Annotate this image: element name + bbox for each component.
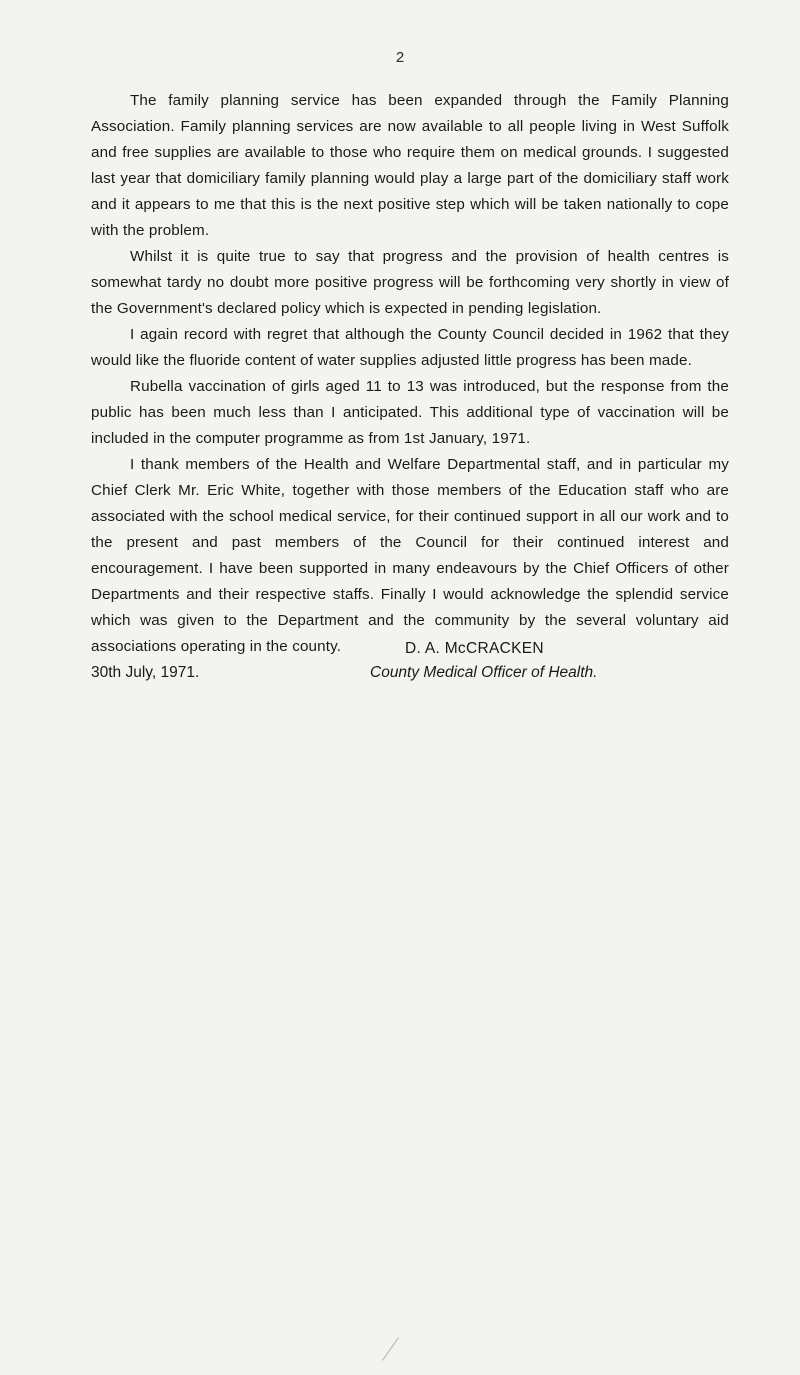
paragraph-health-centres: Whilst it is quite true to say that progress and the provision of health centres is somewhat tardy no doubt more positive progress will be forthcoming very shortly in view of the Government's declared policy which is expected in pending legislation. (91, 248, 729, 317)
paragraph-fluoride: I again record with regret that although the County Council decided in 1962 that they would like the fluoride content of water supplies adjusted little progress has been made. (91, 326, 729, 369)
signatory-title: County Medical Officer of Health. (370, 664, 598, 681)
signature-date: 30th July, 1971. (91, 664, 200, 681)
signatory-name: D. A. McCRACKEN (405, 640, 544, 657)
paragraph-rubella: Rubella vaccination of girls aged 11 to 13 was introduced, but the response from the public has been much less than I anticipated. This additional type of vaccination will be included in the computer programme as from 1st January, 1971. (91, 378, 729, 447)
stray-pen-mark (382, 1337, 399, 1361)
paragraph-family-planning: The family planning service has been expanded through the Family Planning Association. Family planning services are now available to all people living in West Suffolk and free supplies are available to those who require them on medical grounds. I suggested last year that domiciliary family planning would play a large part of the domiciliary staff work and it appears to me that this is the next positive step which will be taken nationally to cope with the problem. (91, 92, 729, 239)
page-number: 2 (395, 49, 405, 66)
paragraph-acknowledgements: I thank members of the Health and Welfare Departmental staff, and in particular my Chief Clerk Mr. Eric White, together with those members of the Education staff who are associated with the school medical service, for their continued support in all our work and to the present and past members of the Council for their continued interest and encouragement. I have been supported in many endeavours by the Chief Officers of other Departments and their respective staffs. Finally I would acknowledge the splendid service which was given to the Department and the community by the several voluntary aid associations operating in the county. (91, 456, 729, 655)
body-text (91, 88, 729, 660)
